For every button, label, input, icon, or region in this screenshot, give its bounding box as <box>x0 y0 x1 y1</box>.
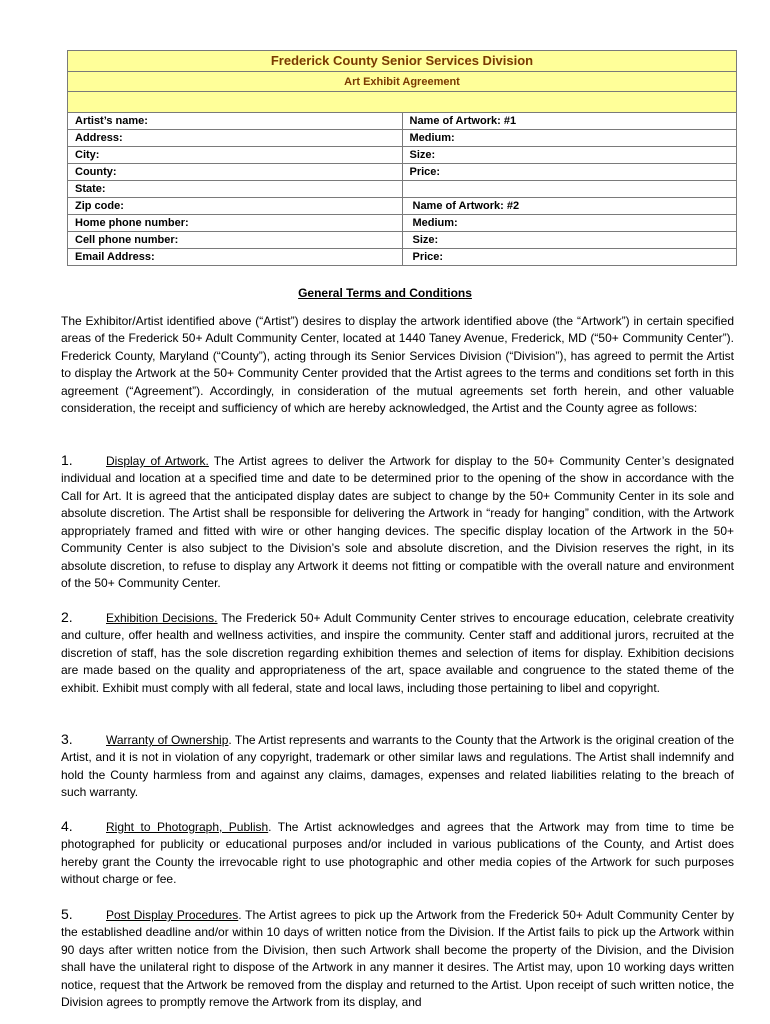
term-number: 1. <box>61 452 73 468</box>
artist-info-table <box>67 50 737 266</box>
email-field[interactable]: Email Address: <box>68 249 403 266</box>
form-row <box>68 113 737 130</box>
artwork2-name-field[interactable]: Name of Artwork: #2 <box>402 198 737 215</box>
form-row <box>68 147 737 164</box>
form-row <box>68 130 737 147</box>
term-number: 2. <box>61 609 73 625</box>
term-heading: Display of Artwork. <box>106 454 209 468</box>
term-warranty-of-ownership <box>61 731 734 802</box>
term-exhibition-decisions <box>61 609 734 697</box>
term-heading: Post Display Procedures <box>106 908 239 922</box>
address-field[interactable]: Address: <box>68 130 403 147</box>
doc-title-row <box>68 72 737 92</box>
org-title: Frederick County Senior Services Division <box>68 51 737 72</box>
artwork1-size-field[interactable]: Size: <box>402 147 737 164</box>
doc-title: Art Exhibit Agreement <box>68 72 737 92</box>
term-number: 3. <box>61 731 73 747</box>
empty-cell <box>402 181 737 198</box>
artwork1-price-field[interactable]: Price: <box>402 164 737 181</box>
term-number: 5. <box>61 906 73 922</box>
term-text: The Artist agrees to deliver the Artwork for display to the 50+ Community Center’s designated individual and location at a specified time and date to be determined prior to the opening of the show in accordance with the Call for Art. It is agreed that the anticipated display dates are subject to change by the 50+ Community Center in its sole and absolute discretion. The Artist shall be responsible for delivering the Artwork in “ready for hanging” condition, with the Artwork appropriately framed and fitted with wire or other hanging devices. The specific display location of the Artwork in the 50+ Community Center is also subject to the Division’s sole and absolute discretion, and the Division reserves the right, in its absolute discretion, to refuse to display any Artwork it deems not fitting or compatible with the overall nature and environment of the 50+ Community Center. <box>61 454 734 591</box>
term-post-display-procedures <box>61 906 734 1012</box>
city-field[interactable]: City: <box>68 147 403 164</box>
term-text: . The Artist acknowledges and agrees that the Artwork may from time to time be photographed for publicity or educational purposes and/or included in various publications of the County, and Artist does hereby grant the County the irrevocable right to use photographic and other media copies of the Artwork for such purposes without charge or fee. <box>61 820 734 887</box>
intro-paragraph: The Exhibitor/Artist identified above (“Artist”) desires to display the artwork identified above (the “Artwork”) in certain specified areas of the Frederick 50+ Adult Community Center, located at 1440 Taney Avenue, Frederick, MD (“50+ Community Center”). Frederick County, Maryland (“County”), acting through its Senior Services Division (“Division”), has agreed to permit the Artist to display the Artwork at the 50+ Community Center provided that the Artist agrees to the terms and conditions set forth in this agreement (“Agreement”). Accordingly, in consideration of the mutual agreements set forth herein, and other valuable consideration, the receipt and sufficiency of which are hereby acknowledged, the Artist and the County agree as follows: <box>61 314 734 416</box>
form-row <box>68 215 737 232</box>
term-right-to-photograph <box>61 818 734 889</box>
form-row <box>68 181 737 198</box>
term-text: . The Artist agrees to pick up the Artwork from the Frederick 50+ Adult Community Center by the established deadline and/or within 10 days of written notice from the Division. If the Artist fails to pick up the Artwork within 90 days after written notice from the Division, then such Artwork shall become the property of the Division, and the Division shall have the unilateral right to dispose of the Artwork in any manner it desires. The Artist may, upon 10 working days written notice, request that the Artwork be removed from the display and returned to the Artist. Upon receipt of such written notice, the Division agrees to promptly remove the Artwork from its display, and <box>61 908 735 1010</box>
artist-name-field[interactable]: Artist’s name: <box>68 113 403 130</box>
term-text: . The Artist represents and warrants to the County that the Artwork is the original creation of the Artist, and it is not in violation of any copyright, trademark or other similar laws and regulations. The Artist shall indemnify and hold the County harmless from and against any claims, damages, expenses and related liabilities relating to the breach of such warranty. <box>61 733 734 800</box>
blank-header-row <box>68 92 737 113</box>
term-number: 4. <box>61 818 73 834</box>
term-heading: Right to Photograph, Publish <box>106 820 269 834</box>
term-text: The Frederick 50+ Adult Community Center strives to encourage education, celebrate creativity and culture, offer health and wellness activities, and inspire the community. Center staff and additional jurors, recruited at the discretion of staff, has the sole discretion regarding exhibition themes and selection of items for display. Exhibition decisions are made based on the quality and appropriateness of the art, space available and congruence to the stated theme of the exhibit. Exhibit must comply with all federal, state and local laws, including those pertaining to libel and copyright. <box>61 611 735 695</box>
form-row <box>68 198 737 215</box>
form-row <box>68 249 737 266</box>
state-field[interactable]: State: <box>68 181 403 198</box>
artwork1-medium-field[interactable]: Medium: <box>402 130 737 147</box>
form-row <box>68 164 737 181</box>
zip-code-field[interactable]: Zip code: <box>68 198 403 215</box>
artwork2-price-field[interactable]: Price: <box>402 249 737 266</box>
term-heading: Warranty of Ownership <box>106 733 229 747</box>
county-field[interactable]: County: <box>68 164 403 181</box>
term-display-of-artwork <box>61 452 734 593</box>
term-heading: Exhibition Decisions. <box>106 611 218 625</box>
artwork2-medium-field[interactable]: Medium: <box>402 215 737 232</box>
terms-title: General Terms and Conditions <box>298 286 472 300</box>
cell-phone-field[interactable]: Cell phone number: <box>68 232 403 249</box>
form-row <box>68 232 737 249</box>
artwork1-name-field[interactable]: Name of Artwork: #1 <box>402 113 737 130</box>
org-header-row <box>68 51 737 72</box>
home-phone-field[interactable]: Home phone number: <box>68 215 403 232</box>
artwork2-size-field[interactable]: Size: <box>402 232 737 249</box>
